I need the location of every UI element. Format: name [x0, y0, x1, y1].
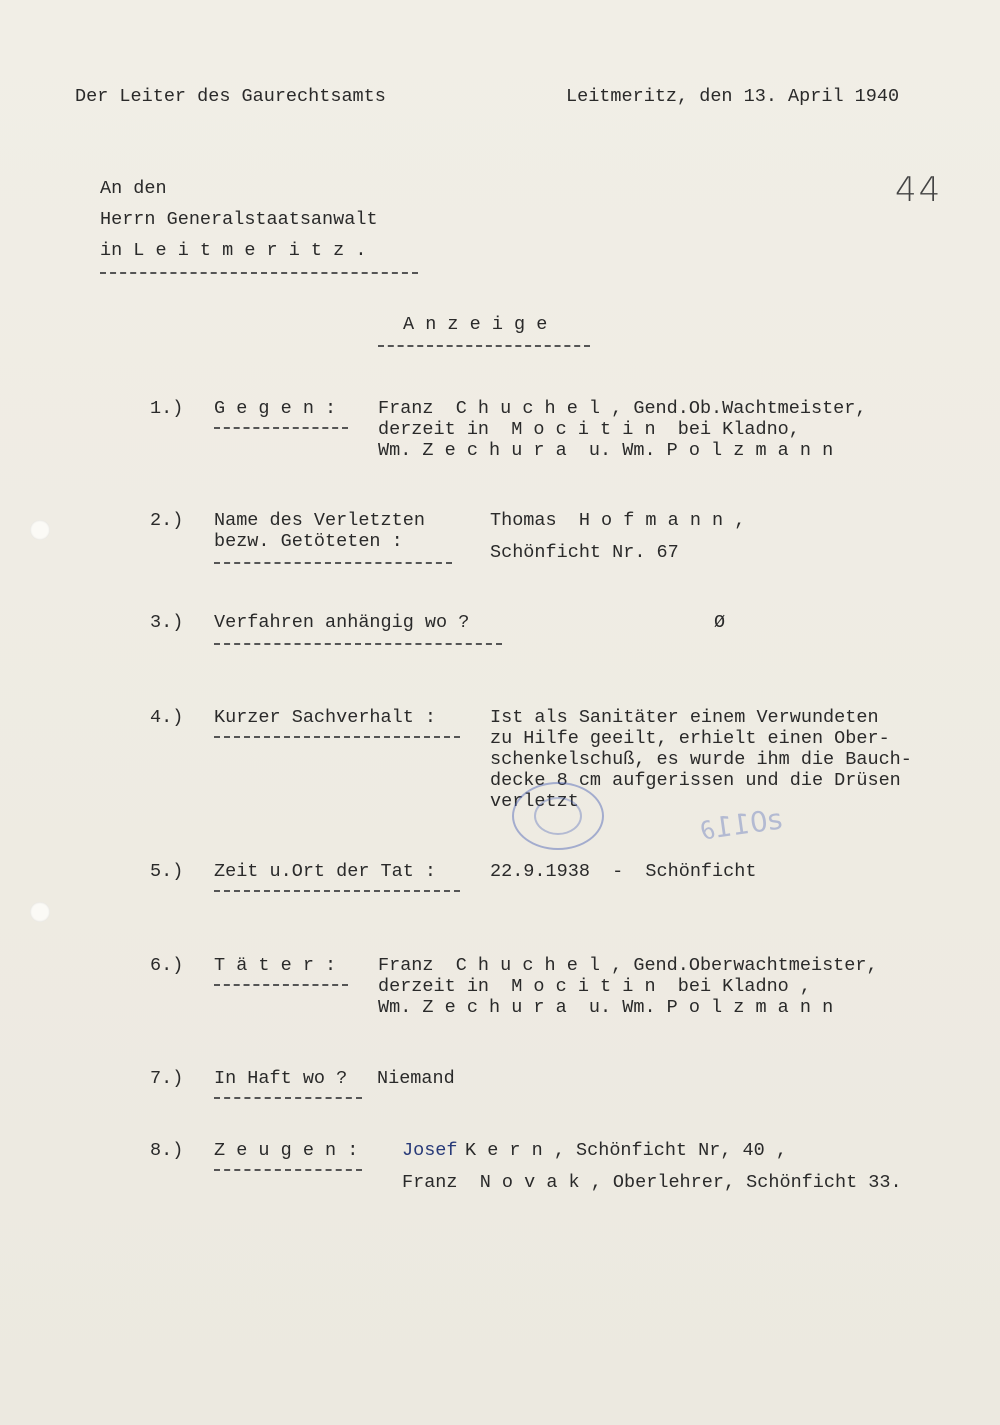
item-number: 1.)	[150, 398, 184, 419]
item-number: 5.)	[150, 861, 184, 882]
item-label-underline	[214, 890, 460, 892]
item-label-underline	[214, 1097, 362, 1099]
item-label: Verfahren anhängig wo ?	[214, 612, 470, 633]
item-value-line: verletzt	[490, 791, 579, 812]
item-value-line: Thomas H o f m a n n ,	[490, 510, 746, 531]
ink-stamp	[512, 782, 604, 850]
item-label: Name des Verletzten	[214, 510, 425, 531]
item-value-line: Ø	[714, 612, 726, 633]
item-label: T ä t e r :	[214, 955, 337, 976]
item-value-line: Wm. Z e c h u r a u. Wm. P o l z m a n n	[378, 997, 834, 1018]
item-value-line: derzeit in M o c i t i n bei Kladno ,	[378, 976, 811, 997]
item-value-line: Niemand	[377, 1068, 455, 1089]
offset-stamp-mark: ƨ011∂	[698, 802, 785, 847]
item-label-underline	[214, 984, 348, 986]
recipient-line-3: in L e i t m e r i t z .	[100, 240, 367, 261]
item-value-line: Franz N o v a k , Oberlehrer, Schönficht 33.	[402, 1172, 902, 1193]
recipient-underline	[100, 272, 418, 274]
punch-hole	[30, 902, 50, 922]
item-label-underline	[214, 736, 460, 738]
item-label-underline	[214, 427, 348, 429]
item-label: Kurzer Sachverhalt :	[214, 707, 437, 728]
item-label: Zeit u.Ort der Tat :	[214, 861, 437, 882]
item-value-line: K e r n , Schönficht Nr, 40 ,	[465, 1140, 787, 1161]
item-label-underline	[214, 1169, 362, 1171]
item-value-line: Josef	[402, 1140, 458, 1161]
title-underline	[378, 345, 590, 347]
item-value-line: schenkelschuß, es wurde ihm die Bauch-	[490, 749, 912, 770]
item-label: bezw. Getöteten :	[214, 531, 403, 552]
item-number: 6.)	[150, 955, 184, 976]
item-value-line: 22.9.1938 - Schönficht	[490, 861, 757, 882]
item-number: 8.)	[150, 1140, 184, 1161]
item-value-line: Franz C h u c h e l , Gend.Oberwachtmeister,	[378, 955, 878, 976]
item-value-line: zu Hilfe geeilt, erhielt einen Ober-	[490, 728, 890, 749]
item-value-line: Ist als Sanitäter einem Verwundeten	[490, 707, 879, 728]
item-value-line: decke 8 cm aufgerissen und die Drüsen	[490, 770, 901, 791]
item-label: In Haft wo ?	[214, 1068, 348, 1089]
item-number: 3.)	[150, 612, 184, 633]
recipient-line-2: Herrn Generalstaatsanwalt	[100, 209, 378, 230]
page-number: 44	[895, 170, 943, 210]
item-value-line: derzeit in M o c i t i n bei Kladno,	[378, 419, 800, 440]
punch-hole	[30, 520, 50, 540]
item-label-underline	[214, 562, 452, 564]
place-date-line: Leitmeritz, den 13. April 1940	[566, 86, 900, 107]
item-number: 4.)	[150, 707, 184, 728]
item-label: Z e u g e n :	[214, 1140, 359, 1161]
sender-line: Der Leiter des Gaurechtsamts	[75, 86, 386, 107]
item-number: 7.)	[150, 1068, 184, 1089]
item-value-line: Franz C h u c h e l , Gend.Ob.Wachtmeister,	[378, 398, 867, 419]
item-value-line: Schönficht Nr. 67	[490, 542, 679, 563]
item-value-line: Wm. Z e c h u r a u. Wm. P o l z m a n n	[378, 440, 834, 461]
item-label: G e g e n :	[214, 398, 337, 419]
document-title: A n z e i g e	[403, 314, 548, 335]
recipient-line-1: An den	[100, 178, 167, 199]
item-number: 2.)	[150, 510, 184, 531]
item-label-underline	[214, 643, 502, 645]
